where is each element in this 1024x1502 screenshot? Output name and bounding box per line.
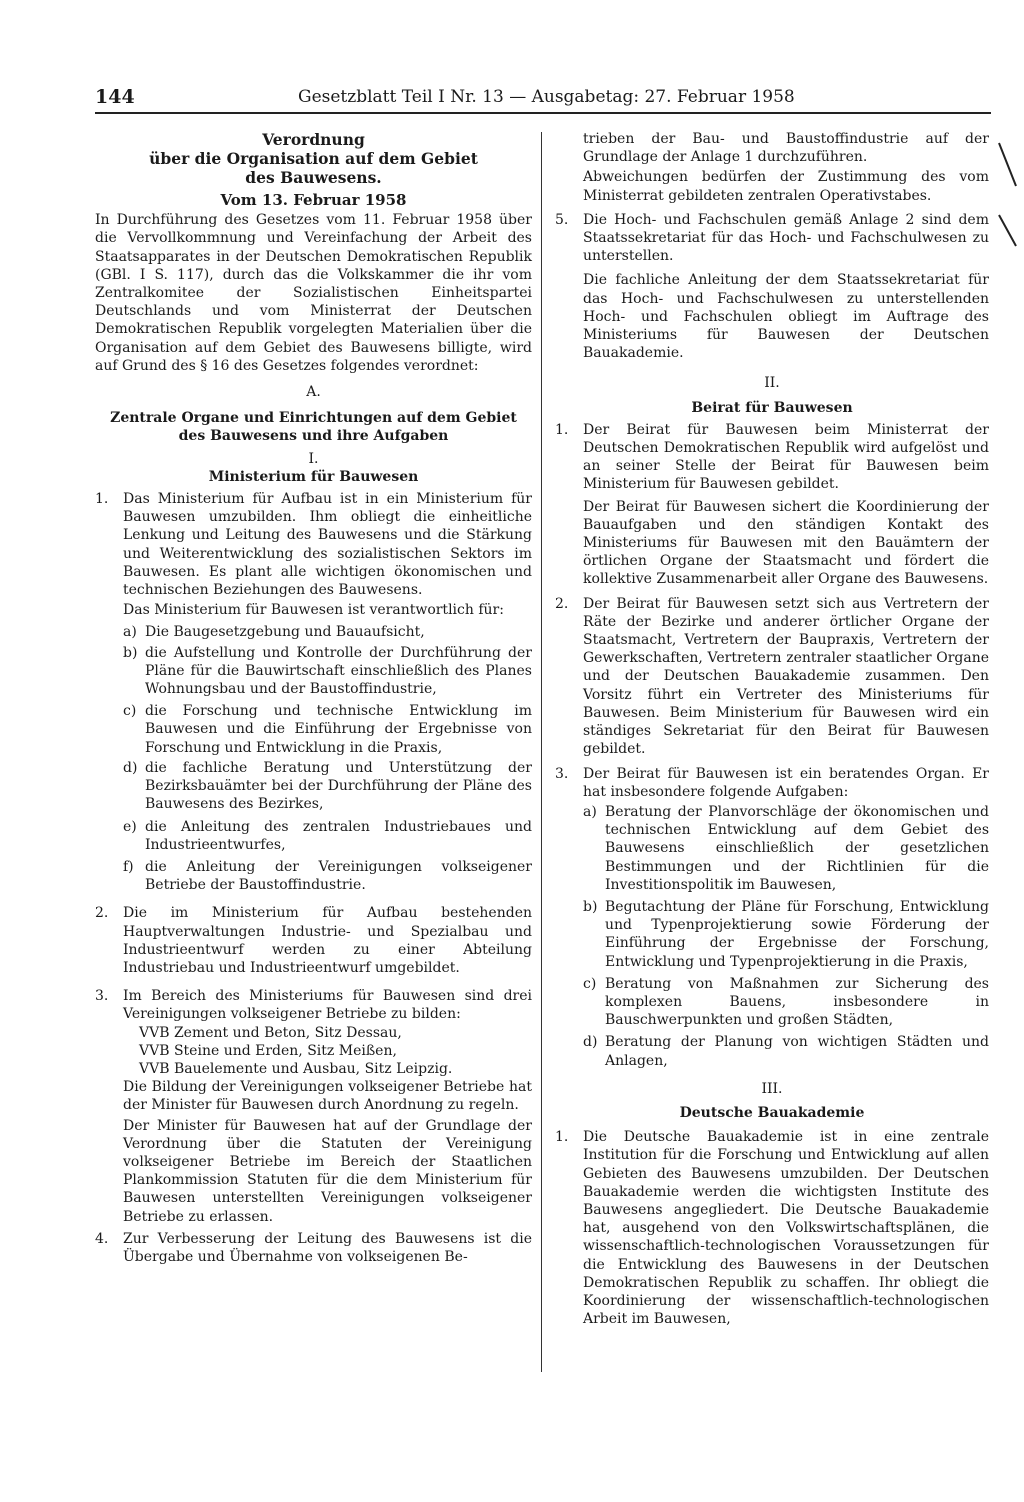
numbered-paragraph bbox=[555, 421, 989, 494]
numbered-paragraph bbox=[95, 987, 532, 1023]
paragraph-text: Der Beirat für Bauwesen beim Ministerrat der Deutschen Demokratischen Republik wird aufgelöst und an seiner Stelle der Beirat für Bauwesen beim Ministerium für Bauwesen gebildet. bbox=[583, 421, 989, 493]
decree-title: über die Organisation auf dem Gebiet bbox=[149, 149, 478, 168]
part-heading: Deutsche Bauakademie bbox=[679, 1104, 865, 1121]
paragraph-text: trieben der Bau- und Baustoffindustrie auf der Grundlage der Anlage 1 durchzuführen. bbox=[583, 131, 989, 166]
list-item: a) Beratung der Planvorschläge der ökonomischen und technischen Entwicklung auf dem Gebiet des Bauwesens einschließlich der gesetzlichen Bestimmungen und der Richtlinien für die Investitionspolitik im Bauwesen, bbox=[583, 803, 989, 893]
paragraph-text: Die im Ministerium für Aufbau bestehenden Hauptverwaltungen Industrie- und Spezialbau und Industrieentwurf werden zu einer Abteilung Industriebau und Industrieentwurf umgebildet. bbox=[123, 905, 532, 976]
running-title: Gesetzblatt Teil I Nr. 13 — Ausgabetag: 27. Februar 1958 bbox=[298, 87, 795, 107]
paragraph-text: Der Beirat für Bauwesen setzt sich aus Vertretern der Räte der Bezirke und anderer örtlicher Organe der Staatsmacht, Vertretern der Baupraxis, Vertretern der Gewerkschaften, Vertretern zentraler staatlicher Organe und der Deutschen Bauakademie zusammen. Den Vorsitz führt ein Vertreter des Ministeriums für Bauwesen. Beim Ministerium für Bauwesen wird ein ständiges Sekretariat für den Beirat für Bauwesen gebildet. bbox=[583, 595, 989, 758]
paragraph-text: Der Beirat für Bauwesen sichert die Koordinierung der Bauaufgaben und den ständigen Kontakt des Ministeriums für Bauwesen mit den Bauämtern der örtlichen Organe der Staatsmacht und fördert die kollektive Zusammenarbeit aller Organe des Bauwesens. bbox=[583, 498, 989, 588]
numbered-paragraph bbox=[555, 1128, 989, 1328]
preamble: In Durchführung des Gesetzes vom 11. Februar 1958 über die Vervollkommnung und Vereinfachung der Arbeit des Staatsapparates in der Deutschen Demokratischen Republik (GBl. I S. 117), durch das die Volkskammer die ihr vom Zentralkomitee der Sozialistischen Einheitspartei Deutschlands und vom Ministerrat der Deutschen Demokratischen Republik vorgelegten Materialien über die Organisation auf dem Gebiet des Bauwesens billigte, wird auf Grund des § 16 des Gesetzes folgendes verordnet: bbox=[95, 212, 532, 374]
right-column bbox=[555, 130, 989, 1328]
numbered-paragraph bbox=[555, 765, 989, 801]
section-label: A. bbox=[306, 384, 321, 401]
decree-title: Verordnung bbox=[262, 130, 365, 149]
numbered-paragraph bbox=[95, 1230, 532, 1266]
list-item: d) Beratung der Planung von wichtigen Städten und Anlagen, bbox=[583, 1034, 989, 1069]
paragraph-number: 5. bbox=[555, 211, 569, 228]
part-label: I. bbox=[308, 450, 319, 467]
vvb-entry: VVB Steine und Erden, Sitz Meißen, bbox=[139, 1042, 397, 1059]
numbered-paragraph bbox=[95, 904, 532, 977]
list-item: e) die Anleitung des zentralen Industriebaues und Industrieentwurfes, bbox=[123, 818, 532, 853]
paragraph-text: Die Hoch- und Fachschulen gemäß Anlage 2 sind dem Staatssekretariat für das Hoch- und Fachschulwesen zu unterstellen. bbox=[583, 211, 989, 265]
decree-title: des Bauwesens. bbox=[245, 168, 382, 187]
part-heading: Beirat für Bauwesen bbox=[691, 399, 853, 416]
list-item: d) die fachliche Beratung und Unterstützung der Bezirksbauämter bei der Durchführung der Pläne des Bauwesens des Bezirkes, bbox=[123, 759, 532, 813]
paragraph-text: Abweichungen bedürfen der Zustimmung des vom Ministerrat gebildeten zentralen Operativstabes. bbox=[583, 169, 989, 204]
paragraph-number: 2. bbox=[95, 905, 109, 922]
header-rule bbox=[95, 112, 991, 114]
list-item: c) Beratung von Maßnahmen zur Sicherung des komplexen Bauens, insbesondere in Bauschwerpunkten und großen Städten, bbox=[583, 975, 989, 1029]
paragraph-text: Im Bereich des Ministeriums für Bauwesen sind drei Vereinigungen volkseigener Betriebe zu bilden: bbox=[123, 988, 532, 1023]
pencil-mark bbox=[996, 140, 1020, 190]
pencil-mark bbox=[996, 212, 1020, 252]
numbered-paragraph bbox=[555, 211, 989, 266]
paragraph-number: 3. bbox=[555, 765, 569, 782]
numbered-paragraph bbox=[555, 595, 989, 759]
left-column bbox=[95, 130, 532, 1266]
section-heading: Zentrale Organe und Einrichtungen auf dem Gebiet bbox=[110, 410, 517, 427]
paragraph-number: 1. bbox=[555, 1129, 569, 1146]
paragraph-number: 2. bbox=[555, 595, 569, 612]
paragraph-text: Der Beirat für Bauwesen ist ein beratendes Organ. Er hat insbesondere folgende Aufgaben: bbox=[583, 765, 989, 800]
list-item: f) die Anleitung der Vereinigungen volkseigener Betriebe der Baustoffindustrie. bbox=[123, 858, 532, 894]
vvb-entry: VVB Bauelemente und Ausbau, Sitz Leipzig. bbox=[139, 1060, 453, 1077]
part-label: II. bbox=[764, 375, 780, 392]
list-item: a) Die Baugesetzgebung und Bauaufsicht, bbox=[123, 624, 425, 641]
paragraph-text: Der Minister für Bauwesen hat auf der Grundlage der Verordnung über die Statuten der Vereinigung volkseigener Betriebe im Bereich der Staatlichen Plankommission Statuten für die dem Ministerium für Bauwesen unterstellten Vereinigungen volkseigener Betriebe zu erlassen. bbox=[123, 1117, 532, 1225]
paragraph-text: Das Ministerium für Aufbau ist in ein Ministerium für Bauwesen umzubilden. Ihm obliegt die einheitliche Lenkung und Leitung des Bauwesens und die Stärkung und Weiterentwicklung des sozialistischen Sektors im Bauwesen. Es plant alle wichtigen ökonomischen und technischen Beziehungen des Bauwesens. bbox=[123, 491, 532, 599]
paragraph-text: Die Deutsche Bauakademie ist in eine zentrale Institution für die Forschung und Entwicklung auf allen Gebieten des Bauwesens umzubilden. Der Deutschen Bauakademie werden die wichtigsten Institute des Bauwesens angegliedert. Die Deutsche Bauakademie hat, ausgehend von den Volkswirtschaftsplänen, die wissenschaftlich-technologischen Voraussetzungen für die Entwicklung des Bauwesens in der Deutschen Demokratischen Republik zu schaffen. Ihr obliegt die Koordinierung der wissenschaftlich-technologischen Arbeit im Bauwesen, bbox=[583, 1129, 989, 1328]
vvb-entry: VVB Zement und Beton, Sitz Dessau, bbox=[139, 1024, 402, 1041]
paragraph-number: 1. bbox=[555, 421, 569, 438]
part-label: III. bbox=[761, 1080, 783, 1097]
list-item: b) Begutachtung der Pläne für Forschung, Entwicklung und Typenprojektierung sowie Förderung der Einführung der Ergebnisse der Forschung, Entwicklung und Typenprojektierung in die Praxis, bbox=[583, 898, 989, 970]
part-heading: Ministerium für Bauwesen bbox=[208, 468, 419, 485]
list-item: b) die Aufstellung und Kontrolle der Durchführung der Pläne für die Bauwirtschaft einschließlich des Planes Wohnungsbau und der Baustoffindustrie, bbox=[123, 644, 532, 698]
paragraph-text: Die Bildung der Vereinigungen volkseigener Betriebe hat der Minister für Bauwesen durch Anordnung zu regeln. bbox=[123, 1079, 532, 1114]
paragraph-text: Das Ministerium für Bauwesen ist verantwortlich für: bbox=[123, 602, 504, 619]
paragraph-text: Die fachliche Anleitung der dem Staatssekretariat für das Hoch- und Fachschulwesen zu unterstellenden Hoch- und Fachschulen obliegt im Auftrage des Ministeriums für Bauwesen der Deutschen Bauakademie. bbox=[583, 272, 989, 362]
paragraph-text: Zur Verbesserung der Leitung des Bauwesens ist die Übergabe und Übernahme von volkseigenen Be- bbox=[123, 1230, 532, 1265]
section-heading: des Bauwesens und ihre Aufgaben bbox=[178, 428, 449, 445]
page-number: 144 bbox=[95, 86, 135, 108]
paragraph-number: 1. bbox=[95, 491, 109, 508]
numbered-paragraph bbox=[95, 490, 532, 599]
decree-date: Vom 13. Februar 1958 bbox=[220, 191, 407, 209]
running-header bbox=[95, 86, 795, 112]
paragraph-number: 4. bbox=[95, 1230, 109, 1247]
paragraph-number: 3. bbox=[95, 988, 109, 1005]
column-divider bbox=[541, 132, 542, 1372]
list-item: c) die Forschung und technische Entwicklung im Bauwesen und die Einführung der Ergebnisse von Forschung und Entwicklung in die Praxis, bbox=[123, 703, 532, 756]
